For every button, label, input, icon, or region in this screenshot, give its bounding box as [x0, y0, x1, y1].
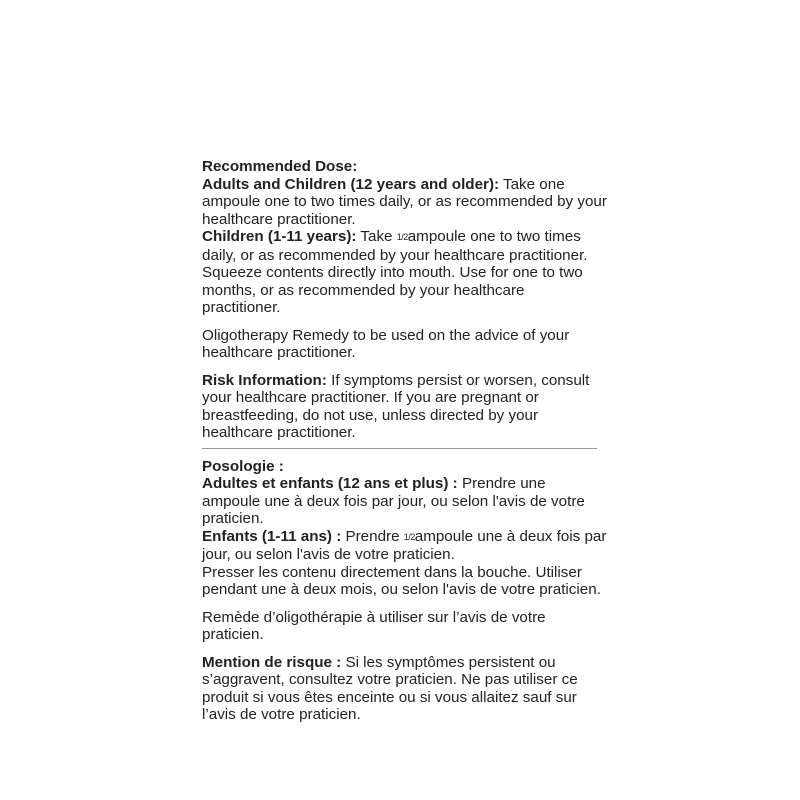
children-label-fr: Enfants (1-11 ans) :: [202, 527, 342, 545]
adults-text-fr: Prendre une ampoule une à deux fois par jour, ou selon l'avis de votre praticien.: [202, 475, 585, 527]
risk-label-en: Risk Information:: [202, 371, 327, 389]
risk-label-fr: Mention de risque :: [202, 653, 342, 671]
product-label-text: [202, 158, 607, 724]
oligotherapy-fr: Remède d’oligothérapie à utiliser sur l’avis de votre praticien.: [202, 608, 546, 643]
fraction-en: 1/2: [396, 232, 408, 242]
dose-heading-en: Recommended Dose:: [202, 158, 358, 175]
adults-text-en: Take one ampoule one to two times daily, or as recommended by your healthcare practitioner.: [202, 175, 607, 228]
children-dose-fr: Enfants (1-11 ans) : Prendre 1/2ampoule une à deux fois par jour, ou selon l'avis de votre praticien.: [202, 527, 607, 563]
risk-info-en: Risk Information: If symptoms persist or worsen, consult your healthcare practitioner. If you are pregnant or breastfeeding, do not use, unless directed by your healthcare practitioner.: [202, 371, 590, 441]
children-dose-en: Children (1-11 years): Take 1/2ampoule one to two times daily, or as recommended by your healthcare practitioner.: [202, 228, 588, 264]
dose-heading-fr: Posologie :: [202, 457, 284, 475]
french-section: [202, 458, 607, 724]
section-divider: [202, 448, 597, 449]
risk-info-fr: Mention de risque : Si les symptômes persistent ou s’aggravent, consultez votre praticien. Ne pas utiliser ce produit si vous êtes enceinte ou si vous allaitez sauf sur l’avis de votre praticien.: [202, 653, 578, 723]
adults-label-fr: Adultes et enfants (12 ans et plus) :: [202, 475, 458, 492]
adults-label-en: Adults and Children (12 years and older):: [202, 175, 500, 193]
english-section: [202, 158, 607, 442]
adults-dose-en: [202, 176, 607, 229]
oligotherapy-en: Oligotherapy Remedy to be used on the advice of your healthcare practitioner.: [202, 326, 570, 361]
fraction-fr: 1/2: [403, 531, 415, 542]
adults-dose-fr: [202, 475, 607, 528]
directions-fr: Presser les contenu directement dans la bouche. Utiliser pendant une à deux mois, ou selon l'avis de votre praticien.: [202, 563, 601, 598]
directions-en: Squeeze contents directly into mouth. Use for one to two months, or as recommended by your healthcare practitioner.: [202, 264, 583, 316]
children-label-en: Children (1-11 years):: [202, 228, 357, 245]
